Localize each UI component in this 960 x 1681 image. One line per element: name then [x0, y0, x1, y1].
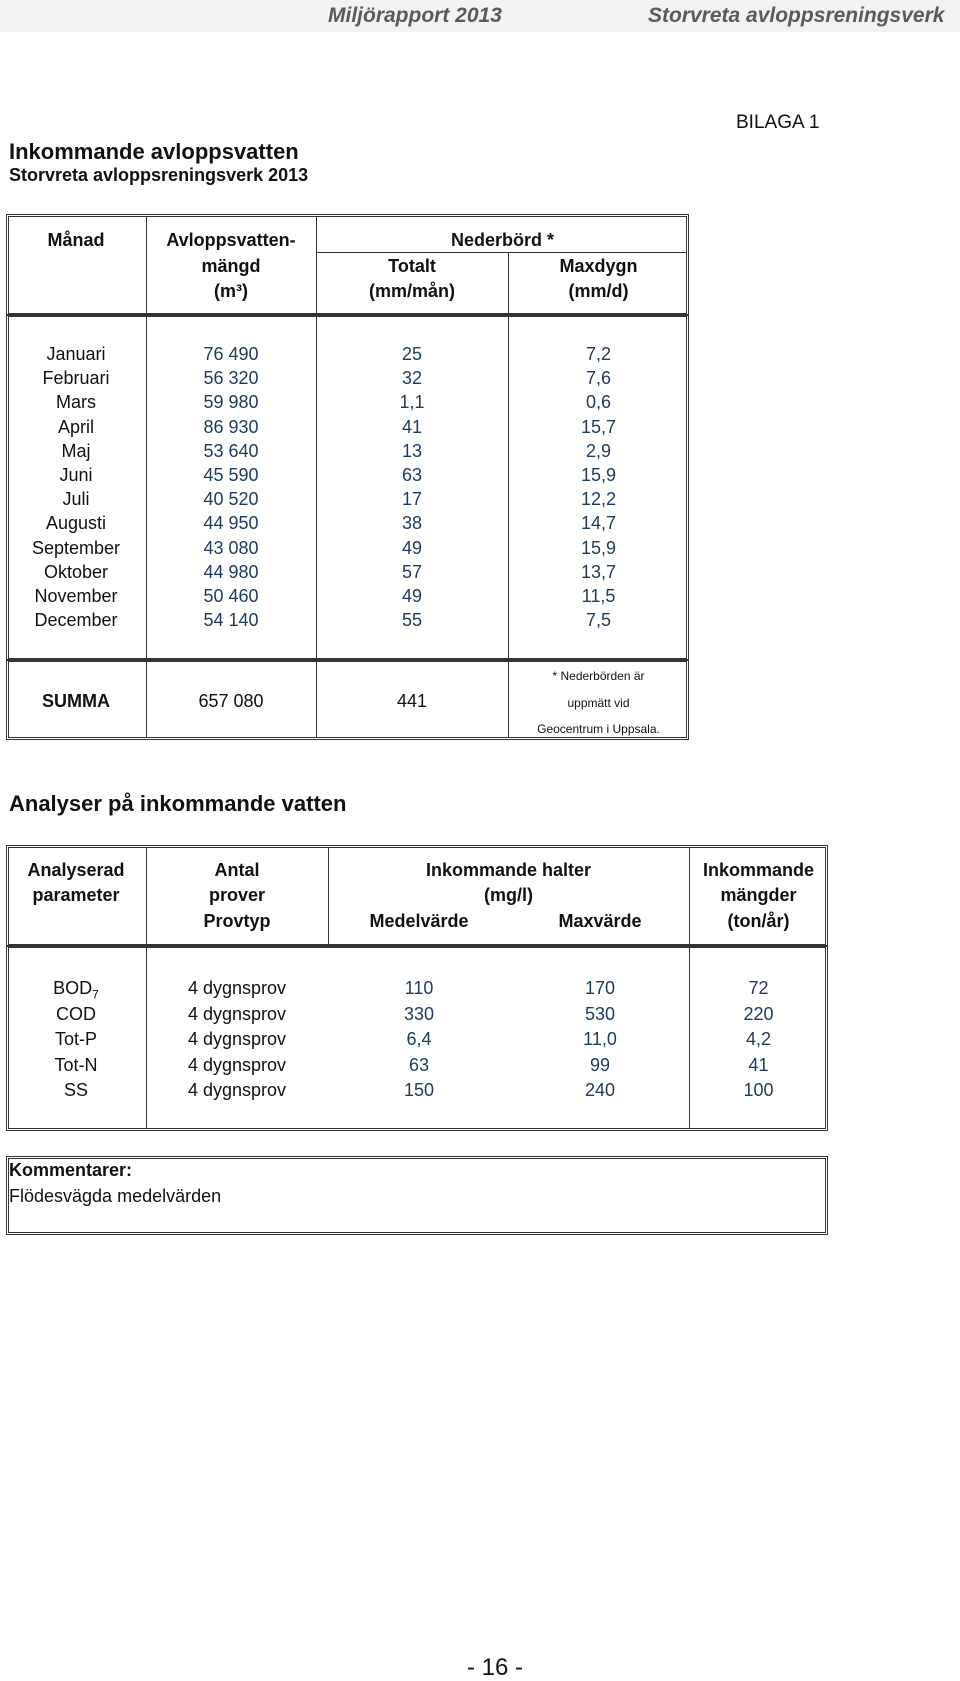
samples-header-line1: Antal — [214, 860, 260, 880]
parameter-subscript: 7 — [92, 987, 99, 1002]
maxday-header-unit: (mm/d) — [568, 281, 629, 301]
total-precip-cell: 38 — [401, 513, 423, 534]
analysis-section-title: Analyser på inkommande vatten — [9, 791, 347, 816]
loads-header-line2: mängder — [720, 885, 797, 905]
max-cell: 530 — [584, 1003, 616, 1024]
max-precip-cell: 2,9 — [585, 440, 612, 461]
volume-cell: 54 140 — [203, 610, 259, 631]
volume-cell: 45 590 — [203, 465, 259, 485]
mean-cell: 63 — [408, 1054, 430, 1075]
precipitation-note-line3: Geocentrum i Uppsala. — [537, 722, 660, 736]
max-cell: 99 — [589, 1054, 611, 1075]
max-cell: 170 — [584, 978, 616, 998]
total-header-unit: (mm/mån) — [368, 281, 455, 301]
maxday-header: Maxdygn — [559, 256, 638, 276]
volume-cell: 44 980 — [203, 561, 259, 582]
month-cell: Januari — [46, 344, 106, 364]
summa-label: SUMMA — [42, 691, 110, 711]
report-title: Miljörapport 2013 — [328, 4, 502, 27]
volume-cell: 50 460 — [203, 586, 259, 606]
parameter-name: Tot-P — [54, 1029, 97, 1049]
total-precip-cell: 25 — [401, 344, 423, 364]
total-precip-cell: 55 — [401, 610, 423, 631]
mean-cell: 150 — [403, 1080, 435, 1100]
month-header: Månad — [47, 230, 105, 250]
page-number: - 16 - — [467, 1654, 524, 1681]
total-precip-cell: 49 — [401, 586, 423, 606]
loads-header-line1: Inkommande — [702, 860, 815, 880]
volume-cell: 76 490 — [203, 344, 259, 364]
month-cell: Juni — [59, 465, 93, 485]
total-precip-cell: 32 — [401, 368, 423, 389]
load-cell: 72 — [748, 978, 769, 998]
total-precip-cell: 63 — [401, 465, 423, 485]
parameter-name: COD — [56, 1003, 96, 1024]
total-precip-cell: 13 — [401, 440, 423, 461]
max-precip-cell: 15,9 — [580, 537, 617, 558]
samples-header-line2: prover — [208, 885, 266, 905]
summa-volume: 657 080 — [198, 691, 264, 711]
concentrations-header: Inkommande halter — [425, 860, 592, 880]
load-cell: 100 — [743, 1080, 774, 1100]
max-cell: 240 — [584, 1080, 616, 1100]
sample-type-cell: 4 dygnsprov — [187, 1054, 287, 1075]
max-precip-cell: 14,7 — [580, 513, 617, 534]
month-cell: Februari — [42, 368, 110, 389]
precipitation-note-line2: uppmätt vid — [567, 696, 630, 710]
load-cell: 220 — [743, 1003, 774, 1024]
volume-cell: 59 980 — [203, 392, 259, 413]
mean-cell: 6,4 — [406, 1029, 432, 1049]
volume-cell: 56 320 — [203, 368, 259, 389]
sample-type-cell: 4 dygnsprov — [187, 1080, 287, 1100]
total-precip-cell: 49 — [401, 537, 423, 558]
load-cell: 4,2 — [745, 1029, 772, 1049]
parameter-header-line2: parameter — [32, 885, 120, 905]
month-cell: Juli — [62, 489, 90, 510]
max-precip-cell: 7,2 — [585, 344, 612, 364]
document-subtitle: Storvreta avloppsreningsverk 2013 — [9, 165, 309, 185]
total-header: Totalt — [388, 256, 436, 276]
month-cell: Mars — [56, 392, 96, 413]
volume-cell: 40 520 — [203, 489, 259, 510]
volume-cell: 86 930 — [203, 416, 259, 437]
parameter-name: SS — [63, 1080, 88, 1100]
total-precip-cell: 41 — [401, 416, 423, 437]
concentrations-unit: (mg/l) — [484, 885, 533, 905]
max-header: Maxvärde — [558, 911, 642, 931]
total-precip-cell: 17 — [401, 489, 423, 510]
mean-cell: 110 — [404, 978, 434, 998]
max-precip-cell: 11,5 — [581, 586, 616, 606]
month-cell: September — [31, 537, 121, 558]
comments-text: Flödesvägda medelvärden — [9, 1186, 222, 1206]
parameter-cell — [6, 1004, 146, 1025]
mean-header: Medelvärde — [369, 911, 469, 931]
volume-cell: 53 640 — [203, 440, 259, 461]
parameter-cell — [6, 1080, 146, 1101]
precipitation-note-line1: * Nederbörden är — [552, 669, 645, 683]
wastewater-table-body — [6, 314, 689, 661]
max-precip-cell: 15,7 — [580, 416, 617, 437]
mean-cell: 330 — [403, 1003, 435, 1024]
month-cell: December — [34, 610, 118, 631]
appendix-label: BILAGA 1 — [736, 112, 820, 133]
plant-name: Storvreta avloppsreningsverk — [648, 4, 945, 27]
volume-header-unit: (m³) — [214, 281, 248, 301]
total-precip-cell: 1,1 — [399, 392, 425, 413]
month-cell: Maj — [61, 440, 91, 461]
month-cell: November — [34, 586, 118, 606]
sample-type-cell: 4 dygnsprov — [187, 1003, 287, 1024]
month-cell: Oktober — [43, 561, 109, 582]
parameter-cell — [6, 978, 146, 1002]
volume-header-line2: mängd — [201, 256, 261, 276]
volume-header-line1: Avloppsvatten- — [166, 230, 296, 250]
comments-label: Kommentarer: — [9, 1160, 133, 1180]
load-cell: 41 — [748, 1054, 769, 1075]
sample-type-cell: 4 dygnsprov — [187, 1029, 287, 1049]
parameter-name: Tot-N — [54, 1054, 98, 1075]
loads-header-unit: (ton/år) — [727, 911, 790, 931]
max-precip-cell: 15,9 — [580, 465, 617, 485]
parameter-cell — [6, 1029, 146, 1050]
max-precip-cell: 7,5 — [585, 610, 612, 631]
document-title: Inkommande avloppsvatten — [9, 139, 299, 164]
volume-cell: 43 080 — [203, 537, 259, 558]
month-cell: April — [57, 416, 94, 437]
page-header — [0, 0, 960, 32]
precipitation-header: Nederbörd * — [450, 230, 555, 250]
volume-cell: 44 950 — [203, 513, 259, 534]
sample-type-header: Provtyp — [203, 911, 271, 931]
max-precip-cell: 13,7 — [580, 561, 617, 582]
parameter-header-line1: Analyserad — [27, 860, 125, 880]
max-precip-cell: 0,6 — [585, 392, 612, 413]
max-cell: 11,0 — [583, 1029, 617, 1049]
parameter-cell — [6, 1055, 146, 1076]
total-precip-cell: 57 — [401, 561, 423, 582]
summa-total: 441 — [396, 691, 428, 711]
month-cell: Augusti — [45, 513, 107, 534]
sample-type-cell: 4 dygnsprov — [187, 978, 287, 998]
max-precip-cell: 7,6 — [585, 368, 612, 389]
max-precip-cell: 12,2 — [580, 489, 617, 510]
parameter-name: BOD — [53, 978, 93, 998]
